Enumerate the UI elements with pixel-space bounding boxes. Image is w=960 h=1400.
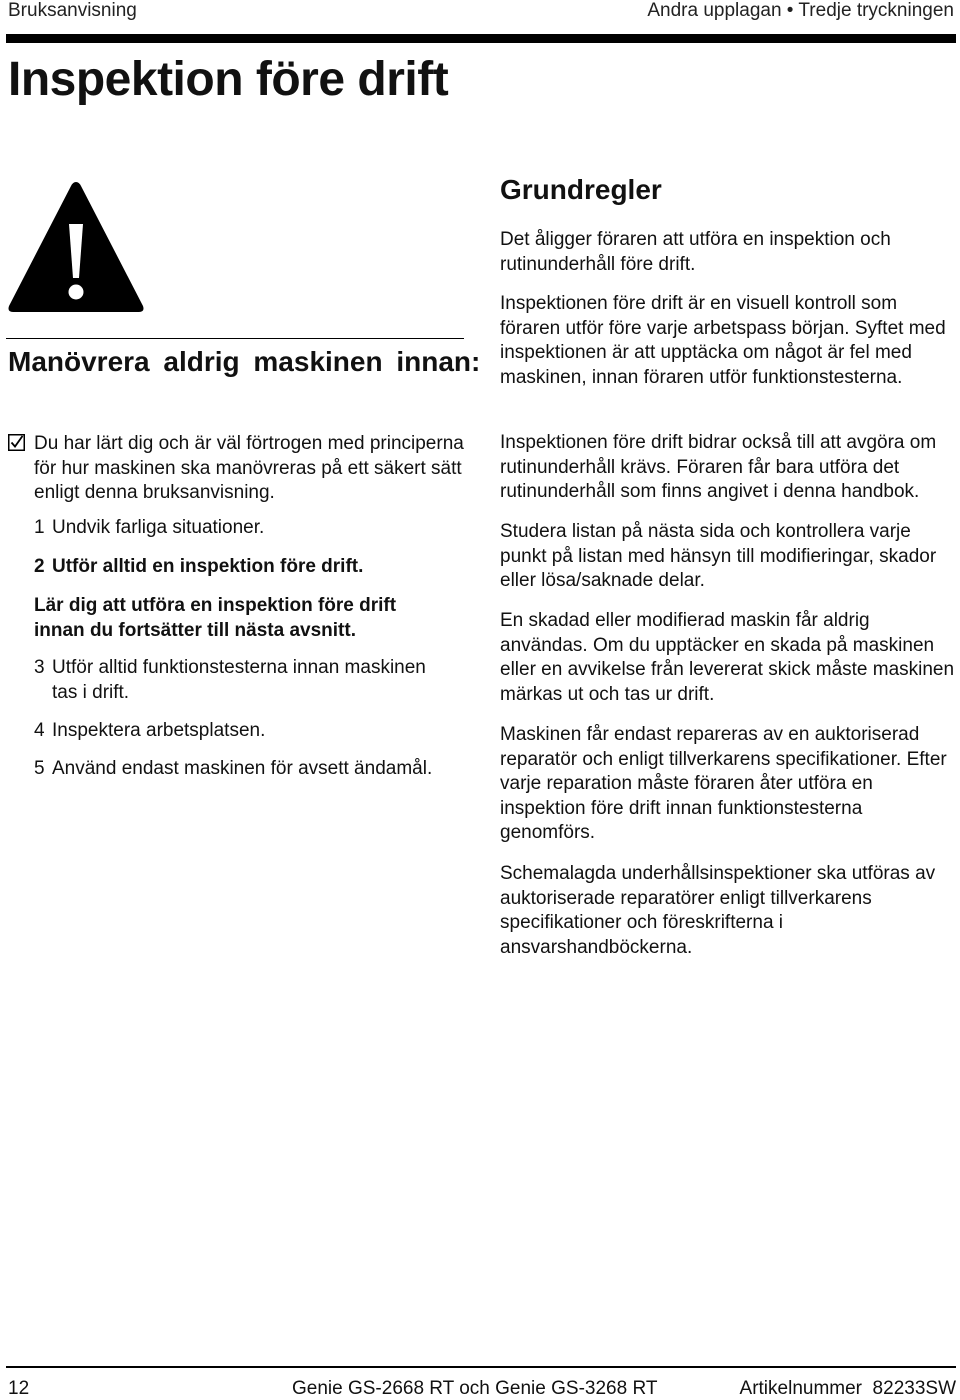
list-item-text: Inspektera arbetsplatsen.: [52, 720, 266, 741]
paragraph: Inspektionen före drift bidrar också till att avgöra om rutinunderhåll krävs. Föraren får bara utföra det rutinunderhåll som finns angivet i denna handbok.: [500, 432, 937, 502]
right-heading: Grundregler: [500, 174, 662, 205]
warning-triangle-icon: [6, 178, 146, 316]
checkbox-icon: [8, 434, 25, 451]
paragraph: Inspektionen före drift är en visuell kontroll som föraren utför före varje arbetspass början. Syftet med inspektionen är att upptäcka om något är fel med maskinen, innan föraren utför funktionstesterna.: [500, 293, 946, 388]
list-item: [34, 719, 464, 744]
paragraph: Studera listan på nästa sida och kontrollera varje punkt på listan med hänsyn till modifieringar, skador eller lösa/saknade delar.: [500, 521, 937, 591]
list-item: [34, 555, 464, 580]
header-manual-name: Bruksanvisning: [8, 0, 137, 21]
list-item: [34, 656, 464, 705]
page-number: 12: [8, 1378, 30, 1399]
header-edition: Andra upplagan • Tredje tryckningen: [647, 0, 954, 21]
list-item-continuation: tas i drift.: [52, 681, 130, 703]
list-item-text: Undvik farliga situationer.: [52, 517, 265, 538]
list-item-number: 2: [34, 556, 45, 577]
list-item: [34, 516, 464, 541]
section-rule: [6, 338, 464, 339]
list-item-number: 1: [34, 517, 45, 538]
footer-model: Genie GS-2668 RT och Genie GS-3268 RT: [292, 1378, 658, 1399]
page-title: Inspektion före drift: [8, 53, 449, 106]
paragraph: Det åligger föraren att utföra en inspektion och rutinunderhåll före drift.: [500, 229, 891, 275]
paragraph: Maskinen får endast repareras av en auktoriserad reparatör och enligt tillverkarens specifikationer. Efter varje reparation måste föraren åter utföra en inspektion före drift innan funktionstesterna genomförs.: [500, 724, 947, 843]
list-item-note: Lär dig att utföra en inspektion före drift innan du fortsätter till nästa avsnitt.: [34, 595, 397, 641]
list-item-number: 4: [34, 720, 45, 741]
paragraph: Schemalagda underhållsinspektioner ska utföras av auktoriserade reparatörer enligt tillverkarens specifikationer och föreskrifterna i ansvarshandböckerna.: [500, 863, 936, 958]
paragraph: En skadad eller modifierad maskin får aldrig användas. Om du upptäcker en skada på maskinen eller en avvikelse från levererat skick måste maskinen märkas ut och tas ur drift.: [500, 610, 955, 705]
list-item-text: Utför alltid funktionstesterna innan maskinen: [52, 657, 426, 678]
list-item-number: 3: [34, 657, 45, 678]
list-item-text: Använd endast maskinen för avsett ändamål.: [52, 758, 433, 779]
list-item-text: Utför alltid en inspektion före drift.: [52, 556, 364, 577]
check-item: [8, 432, 478, 506]
check-item-text: Du har lärt dig och är väl förtrogen med principerna för hur maskinen ska manövreras på ett säkert sätt enligt denna bruksanvisning.: [34, 433, 464, 503]
footer-article-number: Artikelnummer 82233SW: [739, 1378, 956, 1399]
header-rule: [6, 34, 956, 43]
left-heading: Manövrera aldrig maskinen innan:: [8, 346, 481, 377]
footer-rule: [6, 1366, 956, 1368]
list-item-number: 5: [34, 758, 45, 779]
list-item: [34, 757, 464, 782]
